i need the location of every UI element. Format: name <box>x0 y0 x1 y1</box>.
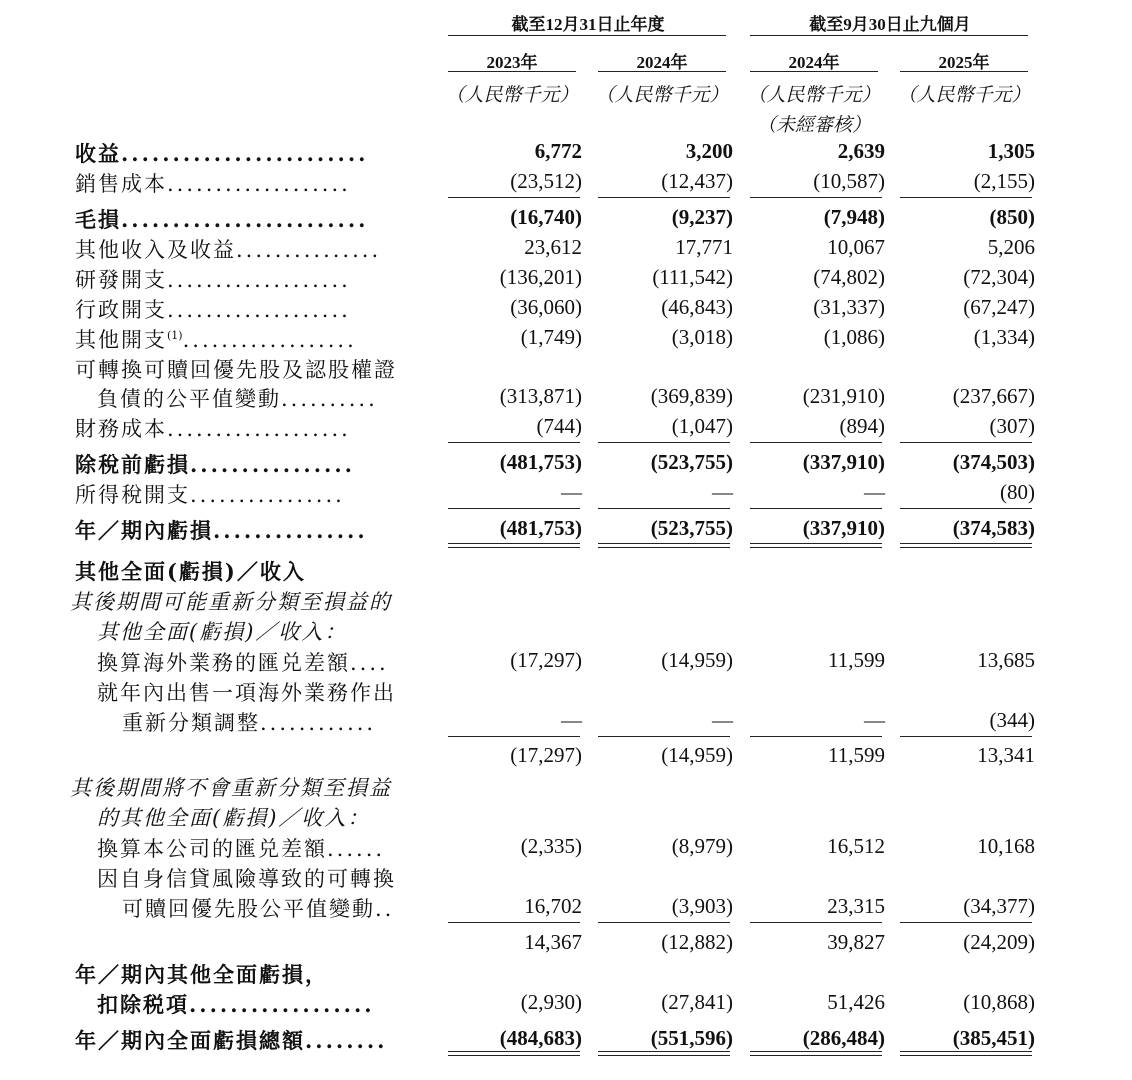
subtotal-rule <box>598 197 730 198</box>
leader-dots: ................... <box>167 268 351 292</box>
subtotal-rule <box>598 442 730 443</box>
value-cell: (36,060) <box>510 295 582 319</box>
value-cell: (481,753) <box>499 450 582 474</box>
header-unit-col1: （人民幣千元） <box>445 84 579 106</box>
value-cell: (369,839) <box>650 384 733 408</box>
row-label-text: 就年內出售一項海外業務作出 <box>97 681 396 705</box>
row-label-text: 財務成本 <box>75 417 167 441</box>
value-cell: (74,802) <box>813 265 885 289</box>
value-cell: (136,201) <box>499 265 582 289</box>
row-label <box>97 989 375 1019</box>
value-cell: (80) <box>1000 480 1035 504</box>
leader-dots: ............ <box>260 711 377 735</box>
row-label-text: 因自身信貸風險導致的可轉換 <box>97 867 396 891</box>
value-cell: — <box>561 480 582 504</box>
value-cell: (2,930) <box>520 990 582 1014</box>
value-cell: 17,771 <box>675 235 733 259</box>
leader-dots: ............... <box>236 238 382 262</box>
row-label <box>75 264 351 294</box>
leader-dots: ................... <box>167 172 351 196</box>
value-cell: 2,639 <box>837 139 885 163</box>
value-cell: 23,612 <box>524 235 582 259</box>
leader-dots: ................... <box>167 417 351 441</box>
value-cell: 13,685 <box>977 648 1035 672</box>
header-rule-col3 <box>750 71 878 72</box>
value-cell: — <box>864 708 885 732</box>
subtotal-rule <box>900 197 1032 198</box>
subtotal-rule <box>900 442 1032 443</box>
value-cell: (850) <box>989 205 1035 229</box>
value-cell: (10,587) <box>813 169 885 193</box>
row-label-text: 換算海外業務的匯兑差額 <box>97 651 350 675</box>
row-label <box>70 586 392 616</box>
row-label-text: 其後期間將不會重新分類至損益 <box>70 776 392 800</box>
row-label <box>75 449 355 479</box>
value-cell: (523,755) <box>650 516 733 540</box>
row-label <box>97 833 385 863</box>
double-underline <box>448 1051 580 1056</box>
value-cell: (344) <box>989 708 1035 732</box>
value-cell: (7,948) <box>823 205 885 229</box>
header-rule-col4 <box>900 71 1028 72</box>
value-cell: (744) <box>536 414 582 438</box>
header-unit-col3: （人民幣千元） <box>747 84 881 106</box>
subtotal-rule <box>598 736 730 737</box>
value-cell: (2,335) <box>520 834 582 858</box>
value-cell: 16,512 <box>827 834 885 858</box>
value-cell: (10,868) <box>963 990 1035 1014</box>
value-cell: (374,583) <box>952 516 1035 540</box>
row-label-text: 的其他全面(虧損)／收入： <box>97 806 371 830</box>
row-label <box>97 863 396 893</box>
row-label-text: 其他開支 <box>75 328 167 352</box>
double-underline <box>900 543 1032 548</box>
value-cell: (1,086) <box>823 325 885 349</box>
row-label <box>97 647 389 677</box>
leader-dots: ............... <box>213 518 368 543</box>
value-cell: (17,297) <box>510 743 582 767</box>
row-label-text: 銷售成本 <box>75 172 167 196</box>
value-cell: 6,772 <box>534 139 582 163</box>
leader-dots: ................ <box>190 483 345 507</box>
row-label-text: 可轉換可贖回優先股及認股權證 <box>75 358 397 382</box>
value-cell: 16,702 <box>524 894 582 918</box>
row-label-text: 其後期間可能重新分類至損益的 <box>70 590 392 614</box>
row-label-text: 年／期內虧損 <box>75 518 213 543</box>
double-underline <box>900 1051 1032 1056</box>
leader-dots: ........................ <box>121 141 369 166</box>
value-cell: 51,426 <box>827 990 885 1014</box>
value-cell: (523,755) <box>650 450 733 474</box>
subtotal-rule <box>900 508 1032 509</box>
subtotal-rule <box>750 922 882 923</box>
row-label-text: 毛損 <box>75 207 121 232</box>
subtotal-rule <box>900 922 1032 923</box>
row-label-text: 扣除税項 <box>97 992 189 1017</box>
value-cell: (8,979) <box>671 834 733 858</box>
value-cell: (17,297) <box>510 648 582 672</box>
subtotal-rule <box>448 197 580 198</box>
value-cell: (67,247) <box>963 295 1035 319</box>
value-cell: (16,740) <box>510 205 582 229</box>
header-year-col2: 2024年 <box>636 53 688 72</box>
value-cell: (286,484) <box>802 1026 885 1050</box>
row-label-text: 負債的公平值變動 <box>97 387 281 411</box>
double-underline <box>750 1051 882 1056</box>
double-underline <box>448 543 580 548</box>
header-year-col4: 2025年 <box>938 53 990 72</box>
leader-dots: .................. <box>182 328 357 352</box>
value-cell: (34,377) <box>963 894 1035 918</box>
value-cell: (111,542) <box>652 265 733 289</box>
value-cell: 39,827 <box>827 930 885 954</box>
header-unit-col2: （人民幣千元） <box>595 84 729 106</box>
header-rule-col2 <box>598 71 726 72</box>
value-cell: (12,437) <box>661 169 733 193</box>
value-cell: 11,599 <box>828 648 885 672</box>
row-label-text: 重新分類調整 <box>122 711 260 735</box>
header-rule-group1 <box>448 35 726 36</box>
value-cell: 1,305 <box>987 139 1035 163</box>
header-year-col1: 2023年 <box>486 53 538 72</box>
row-label-text: 換算本公司的匯兑差額 <box>97 837 327 861</box>
row-label <box>75 413 351 443</box>
row-label <box>75 324 357 354</box>
row-label-text: 其他全面(虧損)／收入 <box>75 559 306 584</box>
row-label <box>97 383 378 413</box>
row-label <box>75 294 351 324</box>
subtotal-rule <box>448 736 580 737</box>
row-label <box>70 772 392 802</box>
value-cell: (14,959) <box>661 648 733 672</box>
value-cell: (313,871) <box>499 384 582 408</box>
value-cell: — <box>864 480 885 504</box>
row-label-text: 收益 <box>75 141 121 166</box>
row-label-text: 年／期內其他全面虧損， <box>75 962 328 987</box>
row-label <box>75 556 306 586</box>
value-cell: 23,315 <box>827 894 885 918</box>
value-cell: 5,206 <box>987 235 1035 259</box>
value-cell: 10,168 <box>977 834 1035 858</box>
row-label-text: 所得稅開支 <box>75 483 190 507</box>
value-cell: (72,304) <box>963 265 1035 289</box>
subtotal-rule <box>750 736 882 737</box>
leader-dots: .. <box>375 897 395 921</box>
header-unit-col4: （人民幣千元） <box>897 84 1031 106</box>
value-cell: 10,067 <box>827 235 885 259</box>
row-label-text: 行政開支 <box>75 298 167 322</box>
subtotal-rule <box>598 922 730 923</box>
subtotal-rule <box>900 736 1032 737</box>
value-cell: (551,596) <box>650 1026 733 1050</box>
value-cell: (237,667) <box>952 384 1035 408</box>
footnote-marker: (1) <box>167 329 183 342</box>
value-cell: — <box>561 708 582 732</box>
leader-dots: .................. <box>189 992 375 1017</box>
leader-dots: ................ <box>190 452 355 477</box>
value-cell: (894) <box>839 414 885 438</box>
row-label-text: 其他收入及收益 <box>75 238 236 262</box>
row-label <box>75 138 368 168</box>
value-cell: (307) <box>989 414 1035 438</box>
value-cell: (3,018) <box>671 325 733 349</box>
value-cell: (1,334) <box>973 325 1035 349</box>
subtotal-rule <box>750 197 882 198</box>
value-cell: 11,599 <box>828 743 885 767</box>
subtotal-rule <box>598 508 730 509</box>
row-label-text: 其他全面(虧損)／收入： <box>97 620 348 644</box>
row-label <box>75 168 351 198</box>
value-cell: — <box>712 708 733 732</box>
row-label <box>97 677 396 707</box>
value-cell: (31,337) <box>813 295 885 319</box>
row-label <box>75 1025 388 1055</box>
header-year-col3: 2024年 <box>788 53 840 72</box>
row-label <box>75 354 397 384</box>
row-label <box>75 204 368 234</box>
value-cell: (24,209) <box>963 930 1035 954</box>
header-rule-group2 <box>750 35 1028 36</box>
value-cell: (3,903) <box>671 894 733 918</box>
leader-dots: ................... <box>167 298 351 322</box>
value-cell: — <box>712 480 733 504</box>
subtotal-rule <box>448 922 580 923</box>
header-group-year-ended: 截至12月31日止年度 <box>511 15 665 34</box>
value-cell: (2,155) <box>973 169 1035 193</box>
leader-dots: ........................ <box>121 207 369 232</box>
row-label <box>97 616 347 646</box>
value-cell: 14,367 <box>524 930 582 954</box>
row-label <box>75 234 381 264</box>
row-label-text: 可贖回優先股公平值變動 <box>122 897 375 921</box>
row-label <box>122 893 394 923</box>
leader-dots: .... <box>350 651 389 675</box>
row-label-text: 年／期內全面虧損總額 <box>75 1028 305 1053</box>
value-cell: (23,512) <box>510 169 582 193</box>
leader-dots: ........ <box>305 1028 388 1053</box>
value-cell: (1,047) <box>671 414 733 438</box>
value-cell: (46,843) <box>661 295 733 319</box>
subtotal-rule <box>750 508 882 509</box>
header-unaudited: （未經審核） <box>756 114 871 136</box>
row-label-text: 除稅前虧損 <box>75 452 190 477</box>
value-cell: (27,841) <box>661 990 733 1014</box>
leader-dots: ...... <box>327 837 386 861</box>
header-group-nine-months: 截至9月30日止九個月 <box>809 15 971 34</box>
value-cell: (385,451) <box>952 1026 1035 1050</box>
row-label <box>97 802 370 832</box>
row-label <box>75 479 345 509</box>
subtotal-rule <box>448 508 580 509</box>
value-cell: 3,200 <box>685 139 733 163</box>
row-label <box>75 959 328 989</box>
value-cell: (337,910) <box>802 516 885 540</box>
leader-dots: .......... <box>281 387 378 411</box>
value-cell: (12,882) <box>661 930 733 954</box>
value-cell: (231,910) <box>802 384 885 408</box>
double-underline <box>598 1051 730 1056</box>
value-cell: (374,503) <box>952 450 1035 474</box>
value-cell: (1,749) <box>520 325 582 349</box>
value-cell: (481,753) <box>499 516 582 540</box>
value-cell: 13,341 <box>977 743 1035 767</box>
value-cell: (484,683) <box>499 1026 582 1050</box>
double-underline <box>598 543 730 548</box>
subtotal-rule <box>750 442 882 443</box>
row-label <box>75 515 368 545</box>
subtotal-rule <box>448 442 580 443</box>
row-label-text: 研發開支 <box>75 268 167 292</box>
double-underline <box>750 543 882 548</box>
value-cell: (14,959) <box>661 743 733 767</box>
row-label <box>122 707 376 737</box>
value-cell: (337,910) <box>802 450 885 474</box>
header-rule-col1 <box>448 71 576 72</box>
value-cell: (9,237) <box>671 205 733 229</box>
